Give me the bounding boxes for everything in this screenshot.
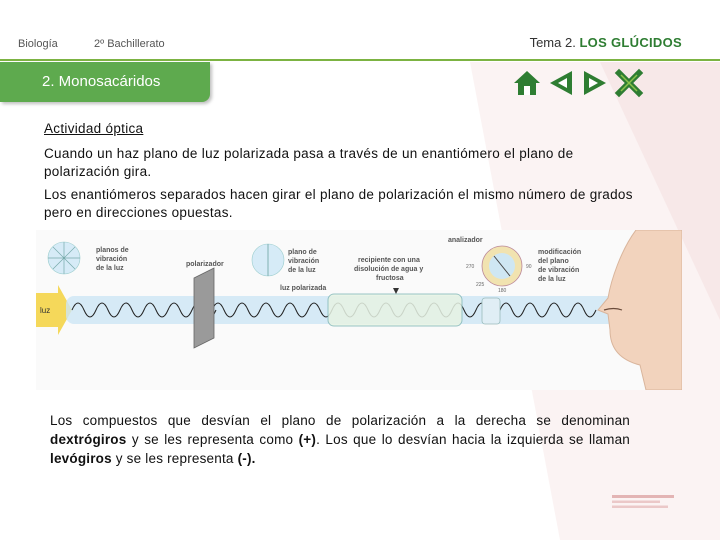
deg-270: 270 [466, 264, 475, 270]
topic-title [530, 35, 682, 50]
bottom-text-4: y se les representa [111, 451, 238, 466]
deg-90: 90 [526, 264, 532, 270]
home-icon[interactable] [512, 68, 542, 98]
course-label: 2º Bachillerato [94, 38, 165, 50]
polarizer-label: polarizador [186, 261, 224, 268]
paragraph-1: Cuando un haz plano de luz polarizada pasa a través de un enantiómero el plano de polarización gira. [44, 146, 574, 179]
header-divider [0, 59, 720, 61]
observer-face [598, 230, 682, 390]
polarizer-plate [194, 268, 214, 348]
paragraph-2: Los enantiómeros separados hacen girar el plano de polarización el mismo número de grados pero en direcciones opuestas. [44, 187, 633, 220]
subject-label: Biología [18, 38, 58, 50]
analyzer-window [482, 298, 500, 324]
bottom-paragraph [50, 411, 630, 468]
topic-prefix: Tema 2. [529, 35, 580, 50]
dextrogyre-term: dextrógiros [50, 432, 127, 447]
polarized-light-label: luz polarizada [280, 285, 327, 292]
levogyre-term: levógiros [50, 451, 112, 466]
bottom-text-2: y se les representa como [126, 432, 299, 447]
topic-name: LOS GLÚCIDOS [579, 35, 682, 50]
polarimeter-diagram [36, 230, 682, 390]
next-icon[interactable] [580, 68, 610, 98]
modification-line-1: modificación [538, 249, 582, 256]
previous-icon[interactable] [546, 68, 576, 98]
light-label: luz [40, 306, 51, 315]
plus-symbol: (+) [298, 432, 317, 447]
bottom-text-1: Los compuestos que desvían el plano de polarización a la derecha se denominan [50, 413, 630, 428]
minus-symbol: (-). [237, 451, 256, 466]
planes-left-line-1: planos de [96, 247, 129, 254]
activity-heading: Actividad óptica [44, 121, 144, 136]
close-icon[interactable] [614, 68, 644, 98]
planes-mid-line-2: vibración [288, 258, 320, 265]
navigation-bar [512, 68, 644, 98]
planes-mid-line-3: de la luz [288, 267, 316, 274]
publisher-logo [612, 494, 674, 510]
planes-mid-line-1: plano de [288, 249, 317, 256]
planes-left-line-2: vibración [96, 256, 128, 263]
container-line-3: fructosa [376, 275, 404, 282]
bottom-text-3: . Los que lo desvían hacia la izquierda se llaman [316, 432, 630, 447]
modification-line-2: del plano [538, 258, 569, 265]
planes-left-line-3: de la luz [96, 265, 124, 272]
section-title: 2. Monosacáridos [42, 73, 161, 90]
solution-container [328, 294, 462, 326]
modification-line-4: de la luz [538, 276, 566, 283]
section-tab [0, 62, 210, 102]
container-line-2: disolución de agua y [354, 266, 424, 273]
deg-225: 225 [476, 282, 485, 288]
diagram-svg [36, 230, 682, 390]
deg-180: 180 [498, 288, 507, 294]
analyzer-label: analizador [448, 237, 483, 244]
modification-line-3: de vibración [538, 267, 580, 274]
container-arrow [393, 288, 399, 294]
container-line-1: recipiente con una [358, 257, 420, 264]
